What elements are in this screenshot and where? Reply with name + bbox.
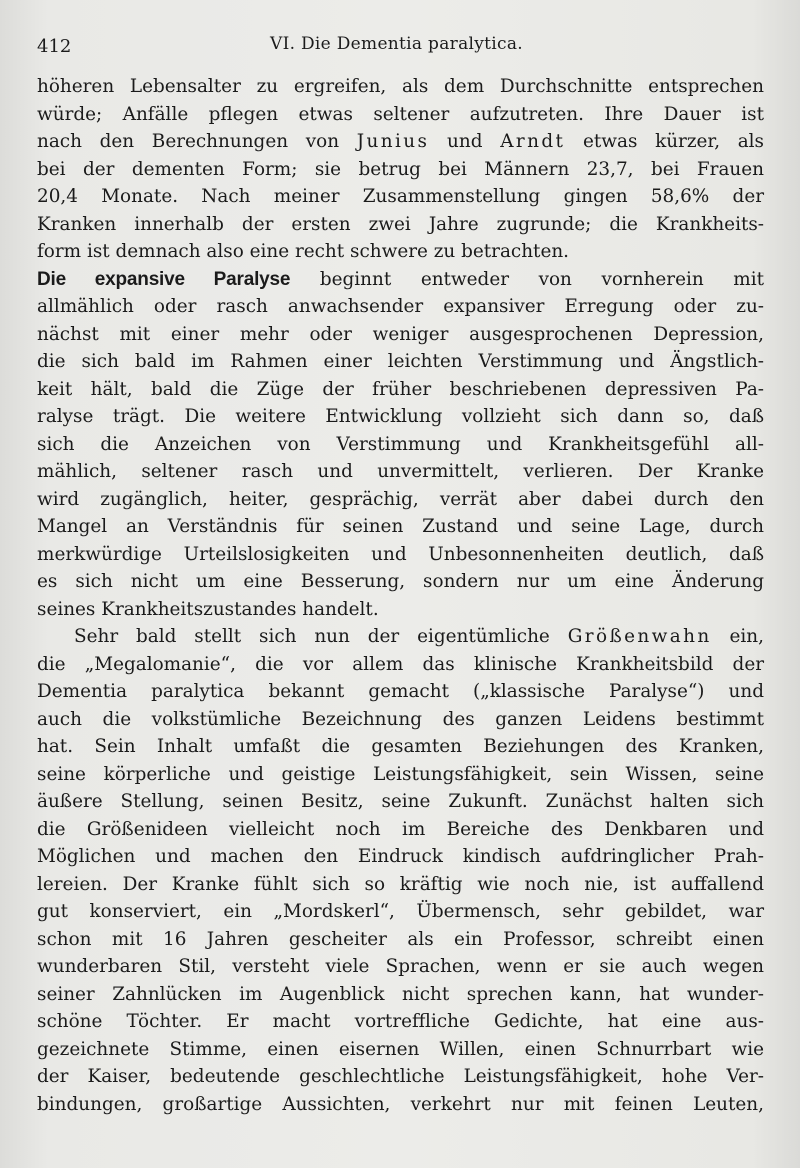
text-line <box>37 403 764 431</box>
text-line <box>37 541 764 569</box>
text-segment: Mangel an Verständnis für seinen Zustand und seine Lage, durch <box>37 516 764 537</box>
text-segment: seines Krankheitszustandes handelt. <box>37 598 379 620</box>
text-segment: lereien. Der Kranke fühlt sich so kräftig wie noch nie, ist auffallend <box>37 873 764 895</box>
section-heading: Die expansive Paralyse <box>37 268 291 290</box>
text-line <box>37 183 764 211</box>
text-line <box>37 678 764 706</box>
spaced-name: Größenwahn <box>567 626 712 647</box>
text-line <box>37 871 764 899</box>
text-segment: merkwürdige Urteilslosigkeiten und Unbesonnenheiten deutlich, daß <box>37 543 764 565</box>
text-line <box>37 623 764 651</box>
text-segment: seiner Zahnlücken im Augenblick nicht sprechen kann, hat wunder- <box>37 983 764 1005</box>
text-line <box>37 1063 764 1091</box>
text-line <box>37 898 764 926</box>
text-segment: wunderbaren Stil, versteht viele Sprachen, wenn er sie auch wegen <box>37 956 764 977</box>
text-segment: die sich bald im Rahmen einer leichten Verstimmung und Ängstlich- <box>37 351 764 372</box>
text-line <box>37 431 764 459</box>
text-line <box>37 1008 764 1036</box>
text-segment: auch die volkstümliche Bezeichnung des ganzen Leidens bestimmt <box>37 708 764 730</box>
text-line <box>37 926 764 954</box>
text-segment: 20,4 Monate. Nach meiner Zusammenstellung gingen 58,6% der <box>37 186 764 207</box>
text-segment: hat. Sein Inhalt umfaßt die gesamten Beziehungen des Kranken, <box>37 736 764 757</box>
text-segment: Sehr bald stellt sich nun der eigentümliche <box>74 626 568 647</box>
text-segment: schöne Töchter. Er macht vortreffliche Gedichte, hat eine aus- <box>37 1011 764 1032</box>
body-text <box>37 73 764 1118</box>
page-number: 412 <box>37 36 72 57</box>
text-line <box>37 156 764 184</box>
text-segment: ein, <box>711 626 764 647</box>
text-segment: schon mit 16 Jahren gescheiter als ein Professor, schreibt einen <box>37 928 764 950</box>
running-title: VI. Die Dementia paralytica. <box>270 34 524 54</box>
text-segment: es sich nicht um eine Besserung, sondern nur um eine Änderung <box>37 571 764 592</box>
text-segment: beginnt entweder von vornherein mit <box>290 268 764 290</box>
text-segment: nächst mit einer mehr oder weniger ausgesprochenen Depression, <box>37 323 764 345</box>
text-segment: der Kaiser, bedeutende geschlechtliche Leistungsfähigkeit, hohe Ver- <box>37 1066 764 1087</box>
text-segment: Dementia paralytica bekannt gemacht („klassische Paralyse“) und <box>37 681 764 702</box>
text-segment: mählich, seltener rasch und unvermittelt, verlieren. Der Kranke <box>37 461 764 482</box>
text-line <box>37 73 764 101</box>
text-line <box>37 788 764 816</box>
text-segment: sich die Anzeichen von Verstimmung und Krankheitsgefühl all- <box>37 433 764 455</box>
text-line <box>37 733 764 761</box>
text-line <box>37 458 764 486</box>
text-line <box>37 486 764 514</box>
text-line <box>37 761 764 789</box>
text-segment: Kranken innerhalb der ersten zwei Jahre zugrunde; die Krankheits- <box>37 213 764 235</box>
text-line <box>37 211 764 239</box>
text-segment: allmählich oder rasch anwachsender expansiver Erregung oder zu- <box>37 296 764 317</box>
text-line <box>37 651 764 679</box>
text-line <box>37 816 764 844</box>
text-line <box>37 843 764 871</box>
spaced-name: Junius <box>356 131 430 152</box>
text-line <box>37 981 764 1009</box>
text-line <box>37 128 764 156</box>
page-header <box>37 32 763 56</box>
text-line <box>37 266 764 294</box>
text-segment: seine körperliche und geistige Leistungsfähigkeit, sein Wissen, seine <box>37 763 764 785</box>
text-line <box>37 513 764 541</box>
text-line <box>37 293 764 321</box>
text-line <box>37 953 764 981</box>
text-segment: gut konserviert, ein „Mordskerl“, Übermensch, sehr gebildet, war <box>37 901 764 922</box>
text-line <box>37 596 764 624</box>
text-segment: gezeichnete Stimme, einen eisernen Willen, einen Schnurrbart wie <box>37 1038 764 1060</box>
text-segment: und <box>429 131 501 152</box>
text-segment: form ist demnach also eine recht schwere zu betrachten. <box>37 241 570 262</box>
text-segment: keit hält, bald die Züge der früher beschriebenen depressiven Pa- <box>37 378 764 400</box>
text-segment: die „Megalomanie“, die vor allem das klinische Krankheitsbild der <box>37 653 764 675</box>
text-line <box>37 568 764 596</box>
text-line <box>37 101 764 129</box>
text-segment: wird zugänglich, heiter, gesprächig, verrät aber dabei durch den <box>37 488 764 510</box>
text-line <box>37 1091 764 1119</box>
text-segment: die Größenideen vielleicht noch im Bereiche des Denkbaren und <box>37 818 764 840</box>
text-segment: höheren Lebensalter zu ergreifen, als dem Durchschnitte entsprechen <box>37 76 764 97</box>
text-segment: etwas kürzer, als <box>565 131 764 152</box>
text-line <box>37 1036 764 1064</box>
text-segment: äußere Stellung, seinen Besitz, seine Zukunft. Zunächst halten sich <box>37 791 764 812</box>
text-line <box>37 321 764 349</box>
text-segment: würde; Anfälle pflegen etwas seltener aufzutreten. Ihre Dauer ist <box>37 103 764 125</box>
text-segment: ralyse trägt. Die weitere Entwicklung vollzieht sich dann so, daß <box>37 406 764 427</box>
text-line <box>37 376 764 404</box>
text-segment: nach den Berechnungen von <box>37 131 357 152</box>
text-line <box>37 238 764 266</box>
spaced-name: Arndt <box>500 131 566 152</box>
text-segment: bindungen, großartige Aussichten, verkehrt nur mit feinen Leuten, <box>37 1093 764 1115</box>
text-line <box>37 706 764 734</box>
text-line <box>37 348 764 376</box>
text-segment: bei der dementen Form; sie betrug bei Männern 23,7, bei Frauen <box>37 158 764 180</box>
text-segment: Möglichen und machen den Eindruck kindisch aufdringlicher Prah- <box>37 846 764 867</box>
